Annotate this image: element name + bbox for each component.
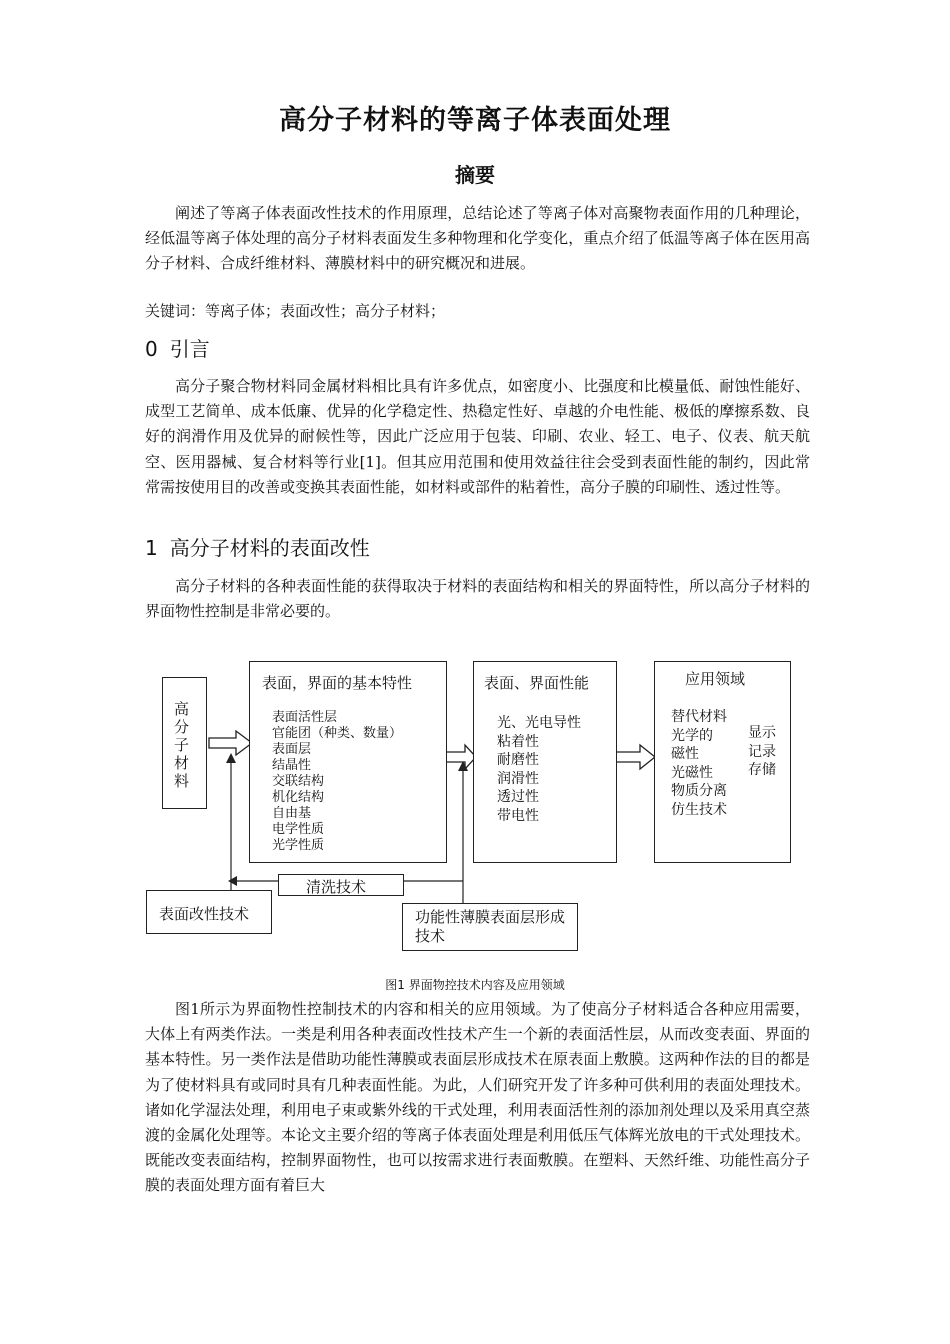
list-item: 记录: [748, 743, 776, 760]
list-item: 官能团（种类、数量）: [272, 726, 403, 741]
section-0-title: 引言: [169, 337, 210, 361]
section-0-number: 0: [145, 337, 158, 361]
section-1-number: 1: [145, 536, 158, 560]
application-title: 应用领域: [685, 670, 746, 688]
bracket-list: [748, 724, 776, 780]
list-item: 结晶性: [272, 758, 312, 773]
performance-list: [497, 714, 581, 825]
application-list: [671, 708, 727, 819]
section-0-text: 高分子聚合物材料同金属材料相比具有许多优点，如密度小、比强度和比模量低、耐蚀性能好、成型工艺简单、成本低廉、优异的化学稳定性、热稳定性好、卓越的介电性能、极低的摩擦系数、良好的润滑作用及优异的耐候性等，因此广泛应用于包装、印刷、农业、轻工、电子、仪表、航天航空、医用器械、复合材料等行业[1]。但其应用范围和使用效益往往会受到表面性能的制约，因此常常需按使用目的改善或变换其表面性能，如材料或部件的粘着性，高分子膜的印刷性、透过性等。: [145, 377, 810, 496]
film-label: 功能性薄膜表面层形成技术: [415, 908, 566, 945]
list-item: 粘着性: [497, 733, 539, 750]
list-item: 自由基: [272, 806, 312, 821]
list-item: 替代材料: [671, 709, 727, 725]
cleaning-label: 清洗技术: [306, 878, 367, 896]
arrowhead-to-basic: [226, 753, 236, 763]
arrow-material-to-basic: [209, 731, 252, 755]
list-item: 磁性: [671, 746, 699, 762]
modification-label: 表面改性技术: [159, 905, 250, 923]
arrowhead-cleaning-left: [228, 876, 237, 886]
arrow-performance-to-application: [616, 745, 655, 769]
material-box: [162, 677, 207, 809]
abstract-text: 阐述了等离子体表面改性技术的作用原理，总结论述了等离子体对高聚物表面作用的几种理论，经低温等离子体处理的高分子材料表面发生多种物理和化学变化，重点介绍了低温等离子体在医用高分子材料、合成纤维材料、薄膜材料中的研究概况和进展。: [145, 204, 810, 273]
list-item: 光学性质: [272, 838, 325, 853]
figure-1: [140, 655, 820, 955]
list-item: 表面活性层: [272, 710, 338, 725]
basic-properties-box: [249, 661, 447, 863]
list-item: 光、光电导性: [497, 715, 581, 731]
application-box: [654, 661, 791, 863]
section-0-heading: [145, 333, 210, 362]
section-1-title: 高分子材料的表面改性: [169, 536, 370, 560]
list-item: 耐磨性: [497, 752, 539, 768]
modification-box: [146, 890, 272, 934]
section-1-heading: [145, 532, 370, 561]
list-item: 电学性质: [272, 822, 325, 837]
list-item: 光磁性: [671, 764, 713, 781]
list-item: 光学的: [671, 727, 713, 744]
performance-title: 表面、界面性能: [484, 674, 590, 692]
basic-properties-list: [272, 710, 402, 854]
keywords: 关键词：等离子体；表面改性；高分子材料；: [145, 302, 446, 320]
list-item: 润滑性: [497, 770, 539, 787]
figure-caption: 图1 界面物控技术内容及应用领域: [385, 978, 565, 992]
material-box-label: 高分子材料: [174, 700, 190, 790]
paragraph-after-figure: 图1所示为界面物性控制技术的内容和相关的应用领域。为了使高分子材料适合各种应用需要，大体上有两类作法。一类是利用各种表面改性技术产生一个新的表面活性层，从而改变表面、界面的基本特性。另一类作法是借助功能性薄膜或表面层形成技术在原表面上敷膜。这两种作法的目的都是为了使材料具有或同时具有几种表面性能。为此，人们研究开发了许多种可供利用的表面处理技术。诸如化学湿法处理，利用电子束或紫外线的干式处理，利用表面活性剂的添加剂处理以及采用真空蒸渡的金属化处理等。本论文主要介绍的等离子体表面处理是利用低压气体辉光放电的干式处理技术。既能改变表面结构，控制界面物性，也可以按需求进行表面敷膜。在塑料、天然纤维、功能性高分子膜的表面处理方面有着巨大: [145, 1000, 810, 1195]
list-item: 交联结构: [272, 774, 325, 789]
list-item: 显示: [748, 725, 776, 741]
performance-box: [473, 661, 617, 863]
list-item: 机化结构: [272, 790, 325, 805]
abstract-heading: 摘要: [455, 163, 495, 187]
basic-properties-title: 表面，界面的基本特性: [262, 674, 413, 692]
list-item: 表面层: [272, 742, 312, 757]
list-item: 透过性: [497, 789, 539, 805]
list-item: 物质分离: [671, 783, 727, 799]
list-item: 仿生技术: [671, 801, 727, 818]
cleaning-box: [278, 874, 404, 896]
list-item: 带电性: [497, 807, 539, 824]
page-title: 高分子材料的等离子体表面处理: [279, 105, 671, 136]
film-box: [402, 903, 578, 951]
section-1-text: 高分子材料的各种表面性能的获得取决于材料的表面结构和相关的界面特性，所以高分子材料的界面物性控制是非常必要的。: [145, 577, 810, 621]
list-item: 存储: [748, 762, 776, 778]
